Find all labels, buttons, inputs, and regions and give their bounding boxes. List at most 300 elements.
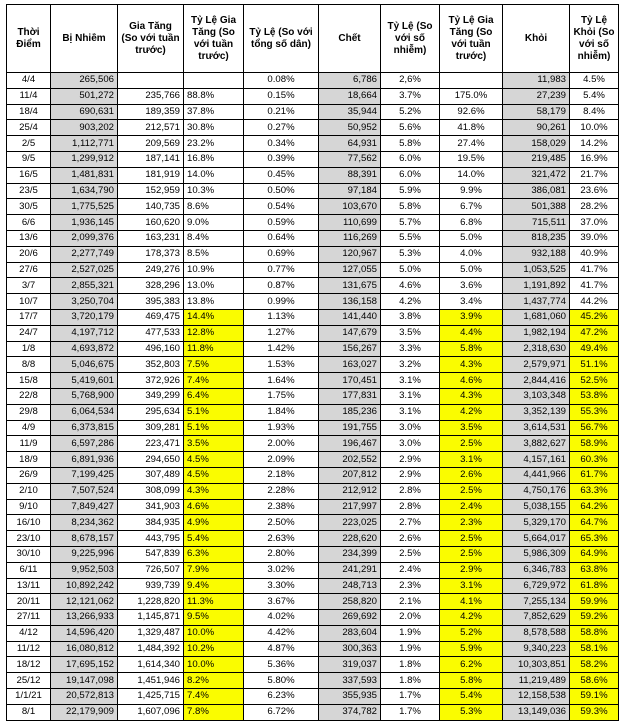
table-row (7, 278, 619, 294)
cell-recovery-rate: 39.0% (570, 230, 619, 246)
cell-date: 24/7 (7, 325, 51, 341)
cell-deaths: 319,037 (319, 657, 381, 673)
cell-date: 3/7 (7, 278, 51, 294)
cell-death-rate: 3.1% (381, 388, 440, 404)
cell-increase: 547,839 (118, 546, 184, 562)
cell-infected: 5,046,675 (51, 357, 118, 373)
cell-death-increase-rate: 5.8% (440, 673, 503, 689)
cell-infected: 690,631 (51, 104, 118, 120)
cell-increase: 163,231 (118, 230, 184, 246)
cell-deaths: 136,158 (319, 294, 381, 310)
cell-death-rate: 1.7% (381, 689, 440, 705)
cell-increase-rate: 4.5% (184, 467, 244, 483)
cell-recovered: 5,038,155 (503, 499, 570, 515)
cell-recovered: 321,472 (503, 167, 570, 183)
table-row (7, 689, 619, 705)
table-row (7, 452, 619, 468)
cell-increase: 160,620 (118, 215, 184, 231)
cell-death-increase-rate (440, 73, 503, 89)
cell-death-rate: 3.7% (381, 88, 440, 104)
header-deaths: Chết (319, 5, 381, 73)
cell-population-rate: 1.42% (244, 341, 319, 357)
cell-date: 18/4 (7, 104, 51, 120)
cell-increase-rate: 37.8% (184, 104, 244, 120)
cell-increase: 140,735 (118, 199, 184, 215)
cell-increase-rate: 13.8% (184, 294, 244, 310)
cell-death-increase-rate: 2.5% (440, 531, 503, 547)
cell-population-rate: 0.87% (244, 278, 319, 294)
cell-recovery-rate: 59.9% (570, 594, 619, 610)
cell-infected: 2,099,376 (51, 230, 118, 246)
cell-death-rate: 3.1% (381, 373, 440, 389)
cell-infected: 20,572,813 (51, 689, 118, 705)
table-row (7, 215, 619, 231)
cell-deaths: 156,267 (319, 341, 381, 357)
cell-increase-rate: 8.4% (184, 230, 244, 246)
cell-recovery-rate: 41.7% (570, 278, 619, 294)
cell-death-rate: 5.5% (381, 230, 440, 246)
cell-infected: 9,952,503 (51, 562, 118, 578)
cell-increase-rate: 3.5% (184, 436, 244, 452)
cell-death-increase-rate: 3.6% (440, 278, 503, 294)
cell-death-increase-rate: 5.3% (440, 704, 503, 720)
cell-death-increase-rate: 4.2% (440, 404, 503, 420)
cell-death-increase-rate: 2.4% (440, 499, 503, 515)
cell-increase-rate: 7.9% (184, 562, 244, 578)
cell-recovery-rate: 51.1% (570, 357, 619, 373)
cell-date: 11/12 (7, 641, 51, 657)
cell-recovery-rate: 58.8% (570, 625, 619, 641)
cell-infected: 8,234,362 (51, 515, 118, 531)
cell-increase-rate: 9.4% (184, 578, 244, 594)
cell-infected: 265,506 (51, 73, 118, 89)
cell-death-rate: 1.9% (381, 641, 440, 657)
cell-recovery-rate: 4.5% (570, 73, 619, 89)
header-increase: Gia Tăng (So với tuần trước) (118, 5, 184, 73)
cell-increase: 469,475 (118, 309, 184, 325)
cell-infected: 1,936,145 (51, 215, 118, 231)
cell-population-rate: 5.36% (244, 657, 319, 673)
cell-infected: 1,299,912 (51, 151, 118, 167)
cell-population-rate: 0.15% (244, 88, 319, 104)
cell-increase-rate (184, 73, 244, 89)
cell-recovered: 1,982,194 (503, 325, 570, 341)
cell-deaths: 64,931 (319, 136, 381, 152)
cell-death-rate: 4.2% (381, 294, 440, 310)
cell-deaths: 374,782 (319, 704, 381, 720)
cell-recovered: 1,681,060 (503, 309, 570, 325)
cell-increase-rate: 7.4% (184, 689, 244, 705)
cell-date: 4/4 (7, 73, 51, 89)
cell-increase (118, 73, 184, 89)
cell-date: 30/5 (7, 199, 51, 215)
cell-increase: 223,471 (118, 436, 184, 452)
cell-deaths: 228,620 (319, 531, 381, 547)
cell-increase: 726,507 (118, 562, 184, 578)
cell-date: 30/10 (7, 546, 51, 562)
cell-population-rate: 0.59% (244, 215, 319, 231)
cell-population-rate: 4.02% (244, 610, 319, 626)
table-row (7, 515, 619, 531)
cell-population-rate: 3.30% (244, 578, 319, 594)
cell-infected: 2,277,749 (51, 246, 118, 262)
cell-recovery-rate: 5.4% (570, 88, 619, 104)
table-row (7, 151, 619, 167)
cell-infected: 1,634,790 (51, 183, 118, 199)
cell-death-increase-rate: 4.6% (440, 373, 503, 389)
cell-deaths: 6,786 (319, 73, 381, 89)
cell-recovery-rate: 16.9% (570, 151, 619, 167)
cell-recovery-rate: 53.8% (570, 388, 619, 404)
cell-deaths: 110,699 (319, 215, 381, 231)
header-increase-rate: Tỷ Lệ Gia Tăng (So với tuần trước) (184, 5, 244, 73)
cell-death-rate: 2.9% (381, 467, 440, 483)
cell-death-increase-rate: 19.5% (440, 151, 503, 167)
table-row (7, 230, 619, 246)
cell-deaths: 337,593 (319, 673, 381, 689)
table-row (7, 641, 619, 657)
header-population-rate: Tỷ Lệ (So với tổng số dân) (244, 5, 319, 73)
cell-population-rate: 0.34% (244, 136, 319, 152)
cell-increase: 1,228,820 (118, 594, 184, 610)
cell-date: 20/11 (7, 594, 51, 610)
cell-death-rate: 5.0% (381, 262, 440, 278)
table-row (7, 183, 619, 199)
cell-infected: 6,891,936 (51, 452, 118, 468)
cell-population-rate: 0.64% (244, 230, 319, 246)
cell-increase: 384,935 (118, 515, 184, 531)
cell-deaths: 223,025 (319, 515, 381, 531)
cell-death-rate: 3.1% (381, 404, 440, 420)
cell-increase-rate: 10.9% (184, 262, 244, 278)
cell-deaths: 116,269 (319, 230, 381, 246)
cell-recovery-rate: 37.0% (570, 215, 619, 231)
cell-increase: 307,489 (118, 467, 184, 483)
cell-population-rate: 0.69% (244, 246, 319, 262)
cell-death-increase-rate: 2.9% (440, 562, 503, 578)
cell-population-rate: 0.50% (244, 183, 319, 199)
cell-death-increase-rate: 4.4% (440, 325, 503, 341)
cell-increase-rate: 8.5% (184, 246, 244, 262)
table-row (7, 704, 619, 720)
cell-recovery-rate: 8.4% (570, 104, 619, 120)
cell-increase-rate: 11.8% (184, 341, 244, 357)
cell-date: 4/9 (7, 420, 51, 436)
cell-death-rate: 3.0% (381, 420, 440, 436)
cell-population-rate: 2.09% (244, 452, 319, 468)
cell-recovered: 1,437,774 (503, 294, 570, 310)
cell-increase-rate: 23.2% (184, 136, 244, 152)
header-recovery-rate: Tỷ Lệ Khỏi (So với số nhiễm) (570, 5, 619, 73)
cell-deaths: 103,670 (319, 199, 381, 215)
cell-date: 16/10 (7, 515, 51, 531)
cell-date: 26/9 (7, 467, 51, 483)
cell-death-rate: 1.9% (381, 625, 440, 641)
table-row (7, 578, 619, 594)
cell-date: 16/5 (7, 167, 51, 183)
cell-deaths: 234,399 (319, 546, 381, 562)
cell-death-rate: 2.8% (381, 483, 440, 499)
cell-deaths: 50,952 (319, 120, 381, 136)
table-body (7, 73, 619, 721)
table-row (7, 625, 619, 641)
cell-recovered: 6,346,783 (503, 562, 570, 578)
cell-recovery-rate: 28.2% (570, 199, 619, 215)
cell-death-increase-rate: 4.1% (440, 594, 503, 610)
cell-recovery-rate: 49.4% (570, 341, 619, 357)
cell-infected: 3,720,179 (51, 309, 118, 325)
cell-death-rate: 1.8% (381, 657, 440, 673)
cell-recovered: 5,664,017 (503, 531, 570, 547)
cell-death-rate: 6.0% (381, 167, 440, 183)
cell-death-rate: 2.4% (381, 562, 440, 578)
cell-increase: 328,296 (118, 278, 184, 294)
cell-population-rate: 5.80% (244, 673, 319, 689)
cell-infected: 5,419,601 (51, 373, 118, 389)
cell-death-rate: 1.8% (381, 673, 440, 689)
cell-recovered: 3,882,627 (503, 436, 570, 452)
cell-population-rate: 2.63% (244, 531, 319, 547)
table-row (7, 673, 619, 689)
cell-date: 13/6 (7, 230, 51, 246)
cell-recovered: 715,511 (503, 215, 570, 231)
cell-recovered: 4,157,161 (503, 452, 570, 468)
cell-increase-rate: 6.3% (184, 546, 244, 562)
cell-deaths: 207,812 (319, 467, 381, 483)
cell-population-rate: 2.00% (244, 436, 319, 452)
table-row (7, 436, 619, 452)
cell-increase-rate: 9.0% (184, 215, 244, 231)
cell-death-increase-rate: 2.3% (440, 515, 503, 531)
cell-increase: 308,099 (118, 483, 184, 499)
cell-recovery-rate: 58.9% (570, 436, 619, 452)
cell-date: 8/1 (7, 704, 51, 720)
cell-recovered: 3,614,531 (503, 420, 570, 436)
cell-recovery-rate: 60.3% (570, 452, 619, 468)
cell-increase-rate: 4.9% (184, 515, 244, 531)
cell-date: 4/12 (7, 625, 51, 641)
cell-death-increase-rate: 92.6% (440, 104, 503, 120)
cell-death-increase-rate: 5.0% (440, 230, 503, 246)
cell-population-rate: 2.18% (244, 467, 319, 483)
cell-death-rate: 2.5% (381, 546, 440, 562)
cell-death-increase-rate: 3.9% (440, 309, 503, 325)
cell-population-rate: 1.13% (244, 309, 319, 325)
table-row (7, 262, 619, 278)
cell-date: 23/5 (7, 183, 51, 199)
table-row (7, 136, 619, 152)
cell-recovered: 3,103,348 (503, 388, 570, 404)
cell-recovery-rate: 64.7% (570, 515, 619, 531)
cell-increase-rate: 6.4% (184, 388, 244, 404)
cell-death-increase-rate: 5.2% (440, 625, 503, 641)
cell-increase-rate: 4.3% (184, 483, 244, 499)
cell-death-increase-rate: 3.5% (440, 420, 503, 436)
table-row (7, 467, 619, 483)
cell-death-increase-rate: 9.9% (440, 183, 503, 199)
cell-increase-rate: 4.6% (184, 499, 244, 515)
cell-recovery-rate: 65.3% (570, 531, 619, 547)
cell-death-rate: 2,6% (381, 73, 440, 89)
cell-recovered: 2,844,416 (503, 373, 570, 389)
cell-deaths: 355,935 (319, 689, 381, 705)
cell-death-rate: 6.0% (381, 151, 440, 167)
cell-increase: 1,614,340 (118, 657, 184, 673)
header-infected: Bị Nhiễm (51, 5, 118, 73)
cell-increase: 1,329,487 (118, 625, 184, 641)
cell-increase: 939,739 (118, 578, 184, 594)
cell-death-rate: 5.6% (381, 120, 440, 136)
cell-deaths: 88,391 (319, 167, 381, 183)
cell-infected: 2,527,025 (51, 262, 118, 278)
cell-infected: 10,892,242 (51, 578, 118, 594)
cell-recovered: 13,149,036 (503, 704, 570, 720)
cell-recovery-rate: 52.5% (570, 373, 619, 389)
table-row (7, 483, 619, 499)
cell-deaths: 127,055 (319, 262, 381, 278)
cell-infected: 1,775,525 (51, 199, 118, 215)
table-row (7, 610, 619, 626)
cell-infected: 19,147,098 (51, 673, 118, 689)
cell-recovered: 4,441,966 (503, 467, 570, 483)
cell-population-rate: 3.67% (244, 594, 319, 610)
table-row (7, 404, 619, 420)
header-row (7, 5, 619, 73)
cell-deaths: 97,184 (319, 183, 381, 199)
cell-death-increase-rate: 14.0% (440, 167, 503, 183)
cell-population-rate: 1.53% (244, 357, 319, 373)
cell-population-rate: 0.39% (244, 151, 319, 167)
cell-death-increase-rate: 2.6% (440, 467, 503, 483)
cell-date: 2/10 (7, 483, 51, 499)
cell-recovered: 90,261 (503, 120, 570, 136)
table-row (7, 562, 619, 578)
cell-increase: 1,425,715 (118, 689, 184, 705)
cell-increase: 395,383 (118, 294, 184, 310)
table-row (7, 531, 619, 547)
cell-recovered: 11,983 (503, 73, 570, 89)
cell-death-rate: 4.6% (381, 278, 440, 294)
cell-recovery-rate: 61.8% (570, 578, 619, 594)
cell-death-rate: 2.9% (381, 452, 440, 468)
cell-death-increase-rate: 2.5% (440, 436, 503, 452)
cell-population-rate: 1.64% (244, 373, 319, 389)
cell-recovered: 58,179 (503, 104, 570, 120)
cell-recovery-rate: 59.3% (570, 704, 619, 720)
cell-recovery-rate: 63.8% (570, 562, 619, 578)
table-row (7, 309, 619, 325)
cell-date: 13/11 (7, 578, 51, 594)
cell-recovered: 2,318,630 (503, 341, 570, 357)
cell-increase-rate: 10.2% (184, 641, 244, 657)
cell-death-increase-rate: 27.4% (440, 136, 503, 152)
cell-infected: 6,373,815 (51, 420, 118, 436)
cell-infected: 5,768,900 (51, 388, 118, 404)
cell-increase: 212,571 (118, 120, 184, 136)
cell-death-rate: 2.7% (381, 515, 440, 531)
cell-increase-rate: 16.8% (184, 151, 244, 167)
cell-deaths: 177,831 (319, 388, 381, 404)
cell-recovery-rate: 58.2% (570, 657, 619, 673)
cell-deaths: 258,820 (319, 594, 381, 610)
cell-recovery-rate: 58.6% (570, 673, 619, 689)
table-row (7, 167, 619, 183)
cell-death-increase-rate: 5.4% (440, 689, 503, 705)
table-row (7, 373, 619, 389)
cell-infected: 3,250,704 (51, 294, 118, 310)
cell-death-increase-rate: 6.7% (440, 199, 503, 215)
table-row (7, 120, 619, 136)
cell-infected: 22,179,909 (51, 704, 118, 720)
cell-date: 1/8 (7, 341, 51, 357)
cell-recovered: 9,340,223 (503, 641, 570, 657)
cell-population-rate: 0.21% (244, 104, 319, 120)
cell-population-rate: 6.23% (244, 689, 319, 705)
cell-recovered: 3,352,139 (503, 404, 570, 420)
cell-death-increase-rate: 5.0% (440, 262, 503, 278)
cell-date: 1/1/21 (7, 689, 51, 705)
cell-deaths: 202,552 (319, 452, 381, 468)
cell-increase: 235,766 (118, 88, 184, 104)
cell-recovery-rate: 56.7% (570, 420, 619, 436)
cell-death-increase-rate: 2.5% (440, 546, 503, 562)
cell-recovery-rate: 58.1% (570, 641, 619, 657)
cell-death-increase-rate: 5.9% (440, 641, 503, 657)
cell-date: 11/4 (7, 88, 51, 104)
cell-deaths: 18,664 (319, 88, 381, 104)
cell-increase: 1,484,392 (118, 641, 184, 657)
cell-date: 29/8 (7, 404, 51, 420)
cell-increase: 181,919 (118, 167, 184, 183)
cell-date: 22/8 (7, 388, 51, 404)
cell-infected: 501,272 (51, 88, 118, 104)
table-row (7, 246, 619, 262)
cell-population-rate: 2.80% (244, 546, 319, 562)
cell-date: 18/9 (7, 452, 51, 468)
cell-increase-rate: 11.3% (184, 594, 244, 610)
cell-deaths: 300,363 (319, 641, 381, 657)
header-date: Thời Điểm (7, 5, 51, 73)
cell-deaths: 147,679 (319, 325, 381, 341)
cell-death-rate: 2.8% (381, 499, 440, 515)
cell-infected: 4,197,712 (51, 325, 118, 341)
header-death-increase-rate: Tỷ Lệ Gia Tăng (So với tuần trước) (440, 5, 503, 73)
cell-recovered: 2,579,971 (503, 357, 570, 373)
cell-recovered: 1,053,525 (503, 262, 570, 278)
cell-population-rate: 2.38% (244, 499, 319, 515)
cell-recovered: 818,235 (503, 230, 570, 246)
table-row (7, 104, 619, 120)
cell-recovered: 7,852,629 (503, 610, 570, 626)
cell-infected: 7,849,427 (51, 499, 118, 515)
cell-increase-rate: 13.0% (184, 278, 244, 294)
cell-recovery-rate: 61.7% (570, 467, 619, 483)
cell-infected: 14,596,420 (51, 625, 118, 641)
cell-increase: 189,359 (118, 104, 184, 120)
cell-recovered: 10,303,851 (503, 657, 570, 673)
cell-date: 18/12 (7, 657, 51, 673)
cell-infected: 17,695,152 (51, 657, 118, 673)
cell-recovery-rate: 55.3% (570, 404, 619, 420)
cell-increase: 1,607,096 (118, 704, 184, 720)
cell-recovered: 4,750,176 (503, 483, 570, 499)
covid-stats-table-wrapper (6, 4, 619, 721)
cell-date: 23/10 (7, 531, 51, 547)
cell-population-rate: 0.45% (244, 167, 319, 183)
cell-recovered: 501,388 (503, 199, 570, 215)
cell-increase-rate: 7.8% (184, 704, 244, 720)
table-row (7, 341, 619, 357)
